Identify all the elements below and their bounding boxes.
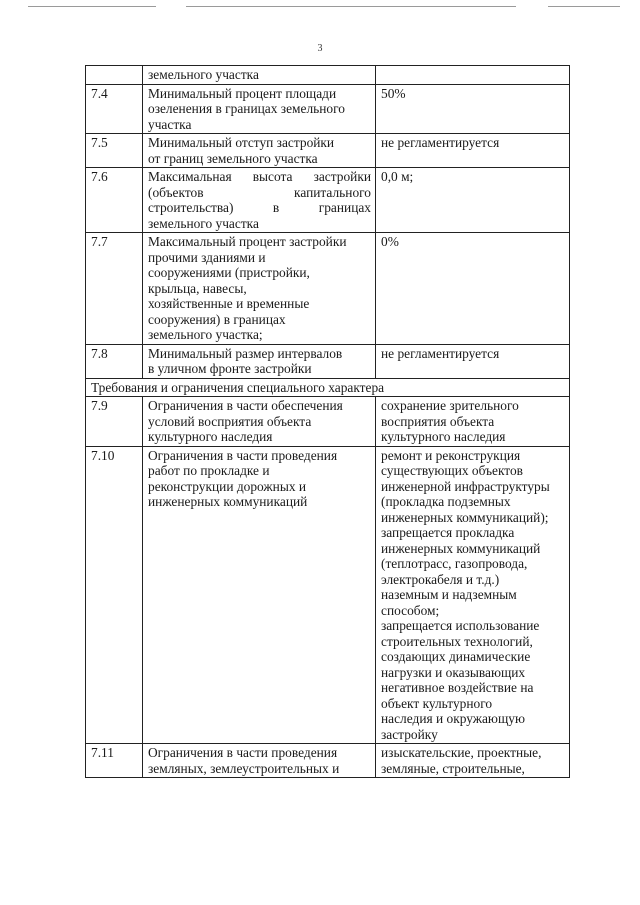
parameter-name: [143, 134, 376, 168]
page-number: 3: [317, 43, 323, 54]
table-row: [86, 744, 570, 778]
cell-text-line: земельного участка;: [148, 327, 263, 342]
cell-text-line: (объектов капитального: [148, 184, 371, 200]
cell-text-line: культурного наследия: [381, 429, 506, 444]
parameter-value: [376, 446, 570, 744]
row-number: [86, 66, 143, 85]
cell-text-line: условий восприятия объекта: [148, 413, 312, 429]
parameter-value: [376, 66, 570, 85]
cell-text-line: 50%: [381, 85, 406, 101]
parameter-value: [376, 744, 570, 778]
row-number: 7.6: [86, 168, 143, 233]
row-number: 7.9: [86, 397, 143, 447]
scan-artifact-line: [186, 6, 516, 7]
cell-text-line: хозяйственные и временные: [148, 296, 310, 311]
parameter-value: [376, 344, 570, 378]
cell-text-line: инженерной инфраструктуры: [381, 478, 550, 494]
cell-text-line: способом;: [381, 602, 440, 618]
cell-text-line: земляных, землеустроительных и: [148, 760, 340, 776]
cell-text-line: наследия и окружающую: [381, 711, 525, 726]
cell-text-line: строительных технологий,: [381, 633, 533, 649]
table-row: [86, 446, 570, 744]
scan-artifact-line: [28, 6, 156, 7]
row-number: 7.10: [86, 446, 143, 744]
parameter-name: [143, 744, 376, 778]
row-number: 7.7: [86, 233, 143, 345]
cell-text-line: ремонт и реконструкция: [381, 447, 521, 463]
cell-text-line: работ по прокладке и: [148, 463, 270, 478]
regulations-table: [85, 65, 570, 778]
table-row: [86, 344, 570, 378]
cell-text-line: участка: [148, 116, 192, 132]
table-row: [86, 134, 570, 168]
parameter-value: [376, 397, 570, 447]
cell-text-line: в уличном фронте застройки: [148, 361, 312, 376]
parameter-name: [143, 66, 376, 85]
cell-text-line: Максимальная высота застройки: [148, 169, 371, 184]
cell-text-line: Максимальный процент застройки: [148, 234, 347, 249]
cell-text-line: Минимальный размер интервалов: [148, 345, 343, 361]
cell-text-line: (теплотрасс, газопровода,: [381, 556, 528, 571]
cell-text-line: (прокладка подземных: [381, 494, 511, 509]
cell-text-line: нагрузки и оказывающих: [381, 664, 526, 680]
cell-text-line: инженерных коммуникаций);: [381, 509, 549, 525]
cell-text-line: реконструкции дорожных и: [148, 478, 307, 494]
parameter-value: [376, 134, 570, 168]
section-header-row: [86, 378, 570, 397]
cell-text-line: строительства) в границах: [148, 200, 371, 215]
cell-text-line: Ограничения в части проведения: [148, 447, 338, 463]
section-header: Требования и ограничения специального характера: [86, 378, 570, 397]
cell-text-line: крыльца, навесы,: [148, 280, 247, 296]
cell-text-line: наземным и надземным: [381, 587, 517, 602]
parameter-value: [376, 168, 570, 233]
table-row: [86, 233, 570, 345]
parameter-name: [143, 84, 376, 134]
cell-text-line: сооружениями (пристройки,: [148, 265, 310, 280]
cell-text-line: земляные, строительные,: [381, 760, 525, 776]
cell-text-line: изыскательские, проектные,: [381, 745, 542, 760]
table-row: [86, 66, 570, 85]
cell-text-line: сохранение зрительного: [381, 398, 519, 413]
row-number: 7.5: [86, 134, 143, 168]
cell-text-line: 0%: [381, 234, 399, 249]
cell-text-line: 0,0 м;: [381, 169, 414, 184]
row-number: 7.8: [86, 344, 143, 378]
cell-text-line: не регламентируется: [381, 135, 500, 150]
cell-text-line: негативное воздействие на: [381, 680, 534, 695]
parameter-name: [143, 168, 376, 233]
table-row: [86, 168, 570, 233]
cell-text-line: электрокабеля и т.д.): [381, 571, 500, 587]
cell-text-line: инженерных коммуникаций: [148, 494, 308, 509]
cell-text-line: земельного участка: [148, 67, 259, 82]
cell-text-line: не регламентируется: [381, 345, 500, 361]
cell-text-line: инженерных коммуникаций: [381, 540, 541, 556]
cell-text-line: сооружения) в границах: [148, 311, 286, 327]
cell-text-line: Ограничения в части обеспечения: [148, 398, 343, 413]
parameter-name: [143, 446, 376, 744]
cell-text-line: земельного участка: [148, 215, 259, 231]
parameter-value: [376, 84, 570, 134]
table-row: [86, 84, 570, 134]
cell-text-line: запрещается прокладка: [381, 525, 515, 540]
parameter-name: [143, 233, 376, 345]
cell-text-line: от границ земельного участка: [148, 150, 318, 166]
cell-text-line: создающих динамические: [381, 649, 531, 664]
table-row: [86, 397, 570, 447]
cell-text-line: озеленения в границах земельного: [148, 101, 345, 116]
cell-text-line: прочими зданиями и: [148, 249, 266, 265]
parameter-name: [143, 344, 376, 378]
cell-text-line: объект культурного: [381, 695, 493, 711]
cell-text-line: [381, 67, 565, 83]
cell-text-line: Минимальный отступ застройки: [148, 135, 335, 150]
cell-text-line: застройку: [381, 726, 438, 742]
parameter-name: [143, 397, 376, 447]
cell-text-line: восприятия объекта: [381, 413, 495, 429]
row-number: 7.11: [86, 744, 143, 778]
scan-artifact-line: [548, 6, 620, 7]
cell-text-line: культурного наследия: [148, 429, 273, 444]
cell-text-line: Ограничения в части проведения: [148, 745, 338, 760]
row-number: 7.4: [86, 84, 143, 134]
parameter-value: [376, 233, 570, 345]
cell-text-line: Минимальный процент площади: [148, 85, 337, 101]
cell-text-line: существующих объектов: [381, 463, 523, 478]
cell-text-line: запрещается использование: [381, 618, 540, 633]
